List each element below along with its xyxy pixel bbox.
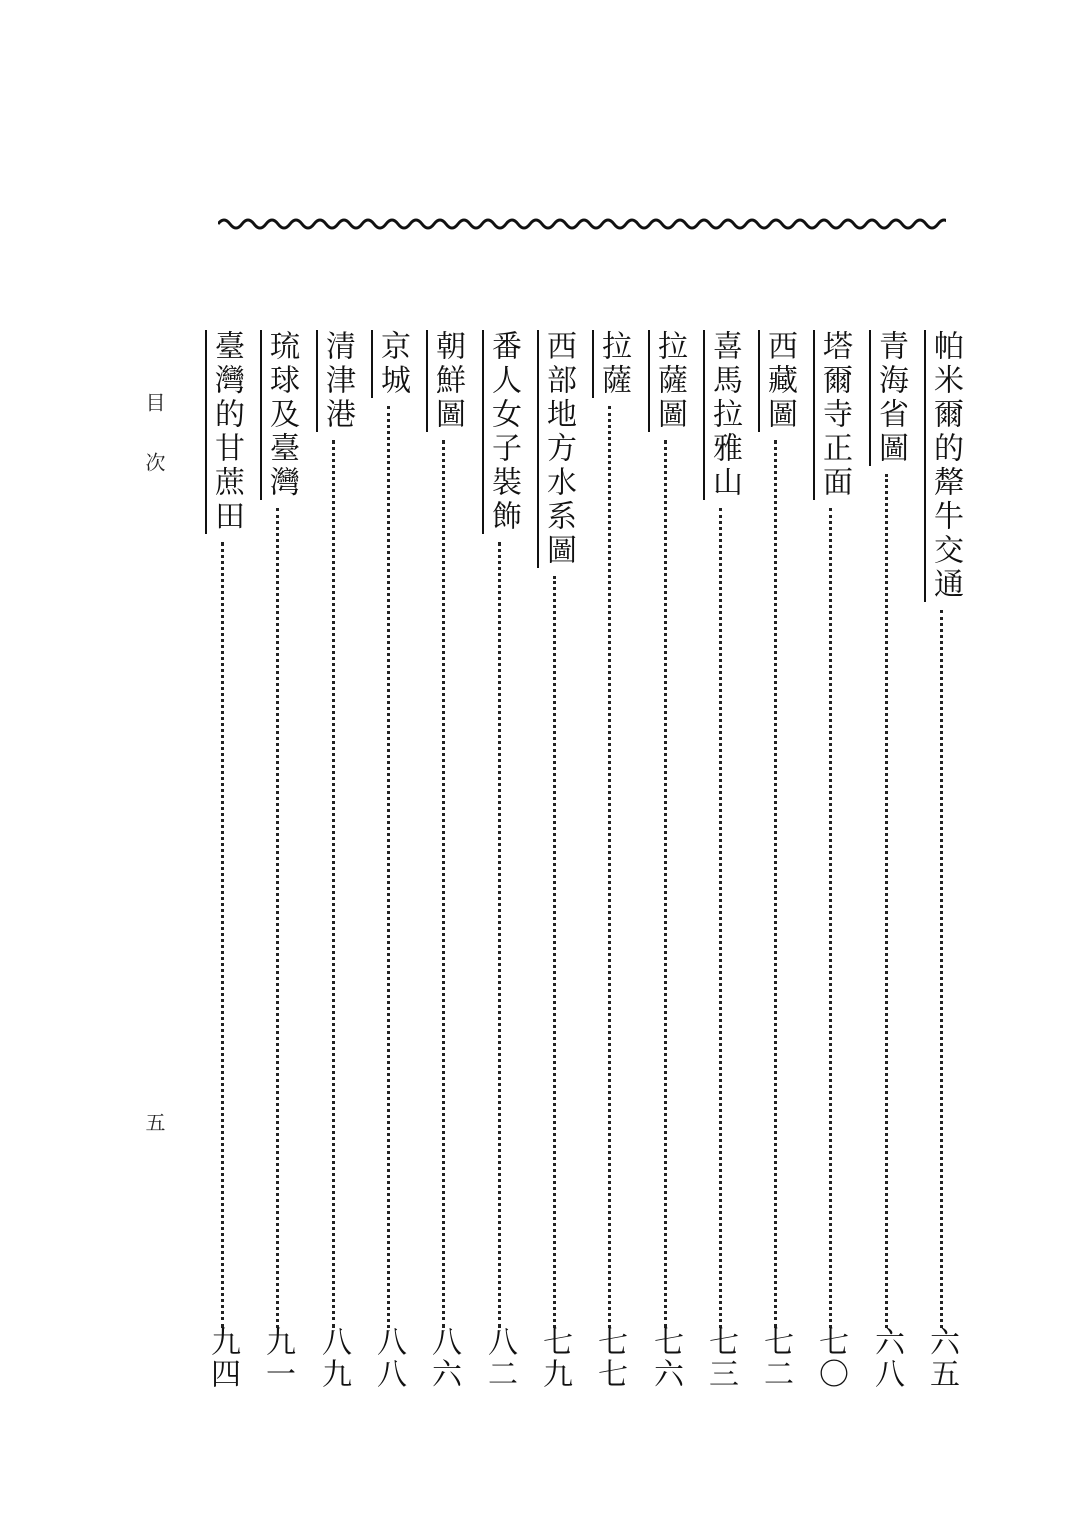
entry-page-number: 八八 xyxy=(371,1326,406,1390)
entry-page-number: 八九 xyxy=(316,1326,351,1390)
entry-title: 喜馬拉雅山 xyxy=(703,330,741,500)
toc-entry xyxy=(418,330,465,1390)
toc-entry xyxy=(805,330,852,1390)
toc-entry xyxy=(750,330,797,1390)
entry-title: 西藏圖 xyxy=(758,330,796,432)
entry-title: 拉薩圖 xyxy=(648,330,686,432)
dot-leader xyxy=(553,576,556,1328)
entry-page-number: 八六 xyxy=(426,1326,461,1390)
entry-title: 京城 xyxy=(371,330,409,398)
toc-entry xyxy=(916,330,963,1390)
entry-page-number: 八二 xyxy=(482,1326,517,1390)
dot-leader xyxy=(276,508,279,1328)
entry-page-number: 六五 xyxy=(924,1326,959,1390)
dot-leader xyxy=(442,440,445,1328)
entry-page-number: 六八 xyxy=(869,1326,904,1390)
dot-leader xyxy=(664,440,667,1328)
entry-title: 塔爾寺正面 xyxy=(813,330,851,500)
dot-leader xyxy=(774,440,777,1328)
toc-entry xyxy=(584,330,631,1390)
entry-title: 琉球及臺灣 xyxy=(260,330,298,500)
entry-page-number: 七九 xyxy=(537,1326,572,1390)
dot-leader xyxy=(498,542,501,1328)
toc-entry xyxy=(197,330,244,1390)
toc-entry xyxy=(363,330,410,1390)
entry-page-number: 七七 xyxy=(592,1326,627,1390)
entry-page-number: 九一 xyxy=(260,1326,295,1390)
entry-title: 青海省圖 xyxy=(869,330,907,466)
entry-page-number: 七二 xyxy=(758,1326,793,1390)
folio: 五 xyxy=(142,1112,166,1132)
entry-page-number: 七六 xyxy=(648,1326,683,1390)
dot-leader xyxy=(885,474,888,1328)
running-head: 目次 xyxy=(142,392,166,512)
dot-leader xyxy=(332,440,335,1328)
entry-title: 清津港 xyxy=(316,330,354,432)
entry-page-number: 九四 xyxy=(205,1326,240,1390)
wavy-rule xyxy=(218,214,946,234)
toc-entry xyxy=(308,330,355,1390)
entry-title: 帕米爾的犛牛交通 xyxy=(924,330,962,602)
entry-title: 拉薩 xyxy=(592,330,630,398)
toc-entry xyxy=(861,330,908,1390)
toc-entry xyxy=(640,330,687,1390)
entry-title: 朝鮮圖 xyxy=(426,330,464,432)
toc-entry xyxy=(252,330,299,1390)
toc-entry xyxy=(474,330,521,1390)
dot-leader xyxy=(940,610,943,1328)
dot-leader xyxy=(719,508,722,1328)
toc-entry xyxy=(695,330,742,1390)
dot-leader xyxy=(608,406,611,1328)
dot-leader xyxy=(387,406,390,1328)
entry-title: 西部地方水系圖 xyxy=(537,330,575,568)
entry-title: 臺灣的甘蔗田 xyxy=(205,330,243,534)
dot-leader xyxy=(829,508,832,1328)
entry-title: 番人女子裝飾 xyxy=(482,330,520,534)
entry-page-number: 七〇 xyxy=(813,1326,848,1390)
entry-page-number: 七三 xyxy=(703,1326,738,1390)
dot-leader xyxy=(221,542,224,1328)
toc-entry xyxy=(529,330,576,1390)
